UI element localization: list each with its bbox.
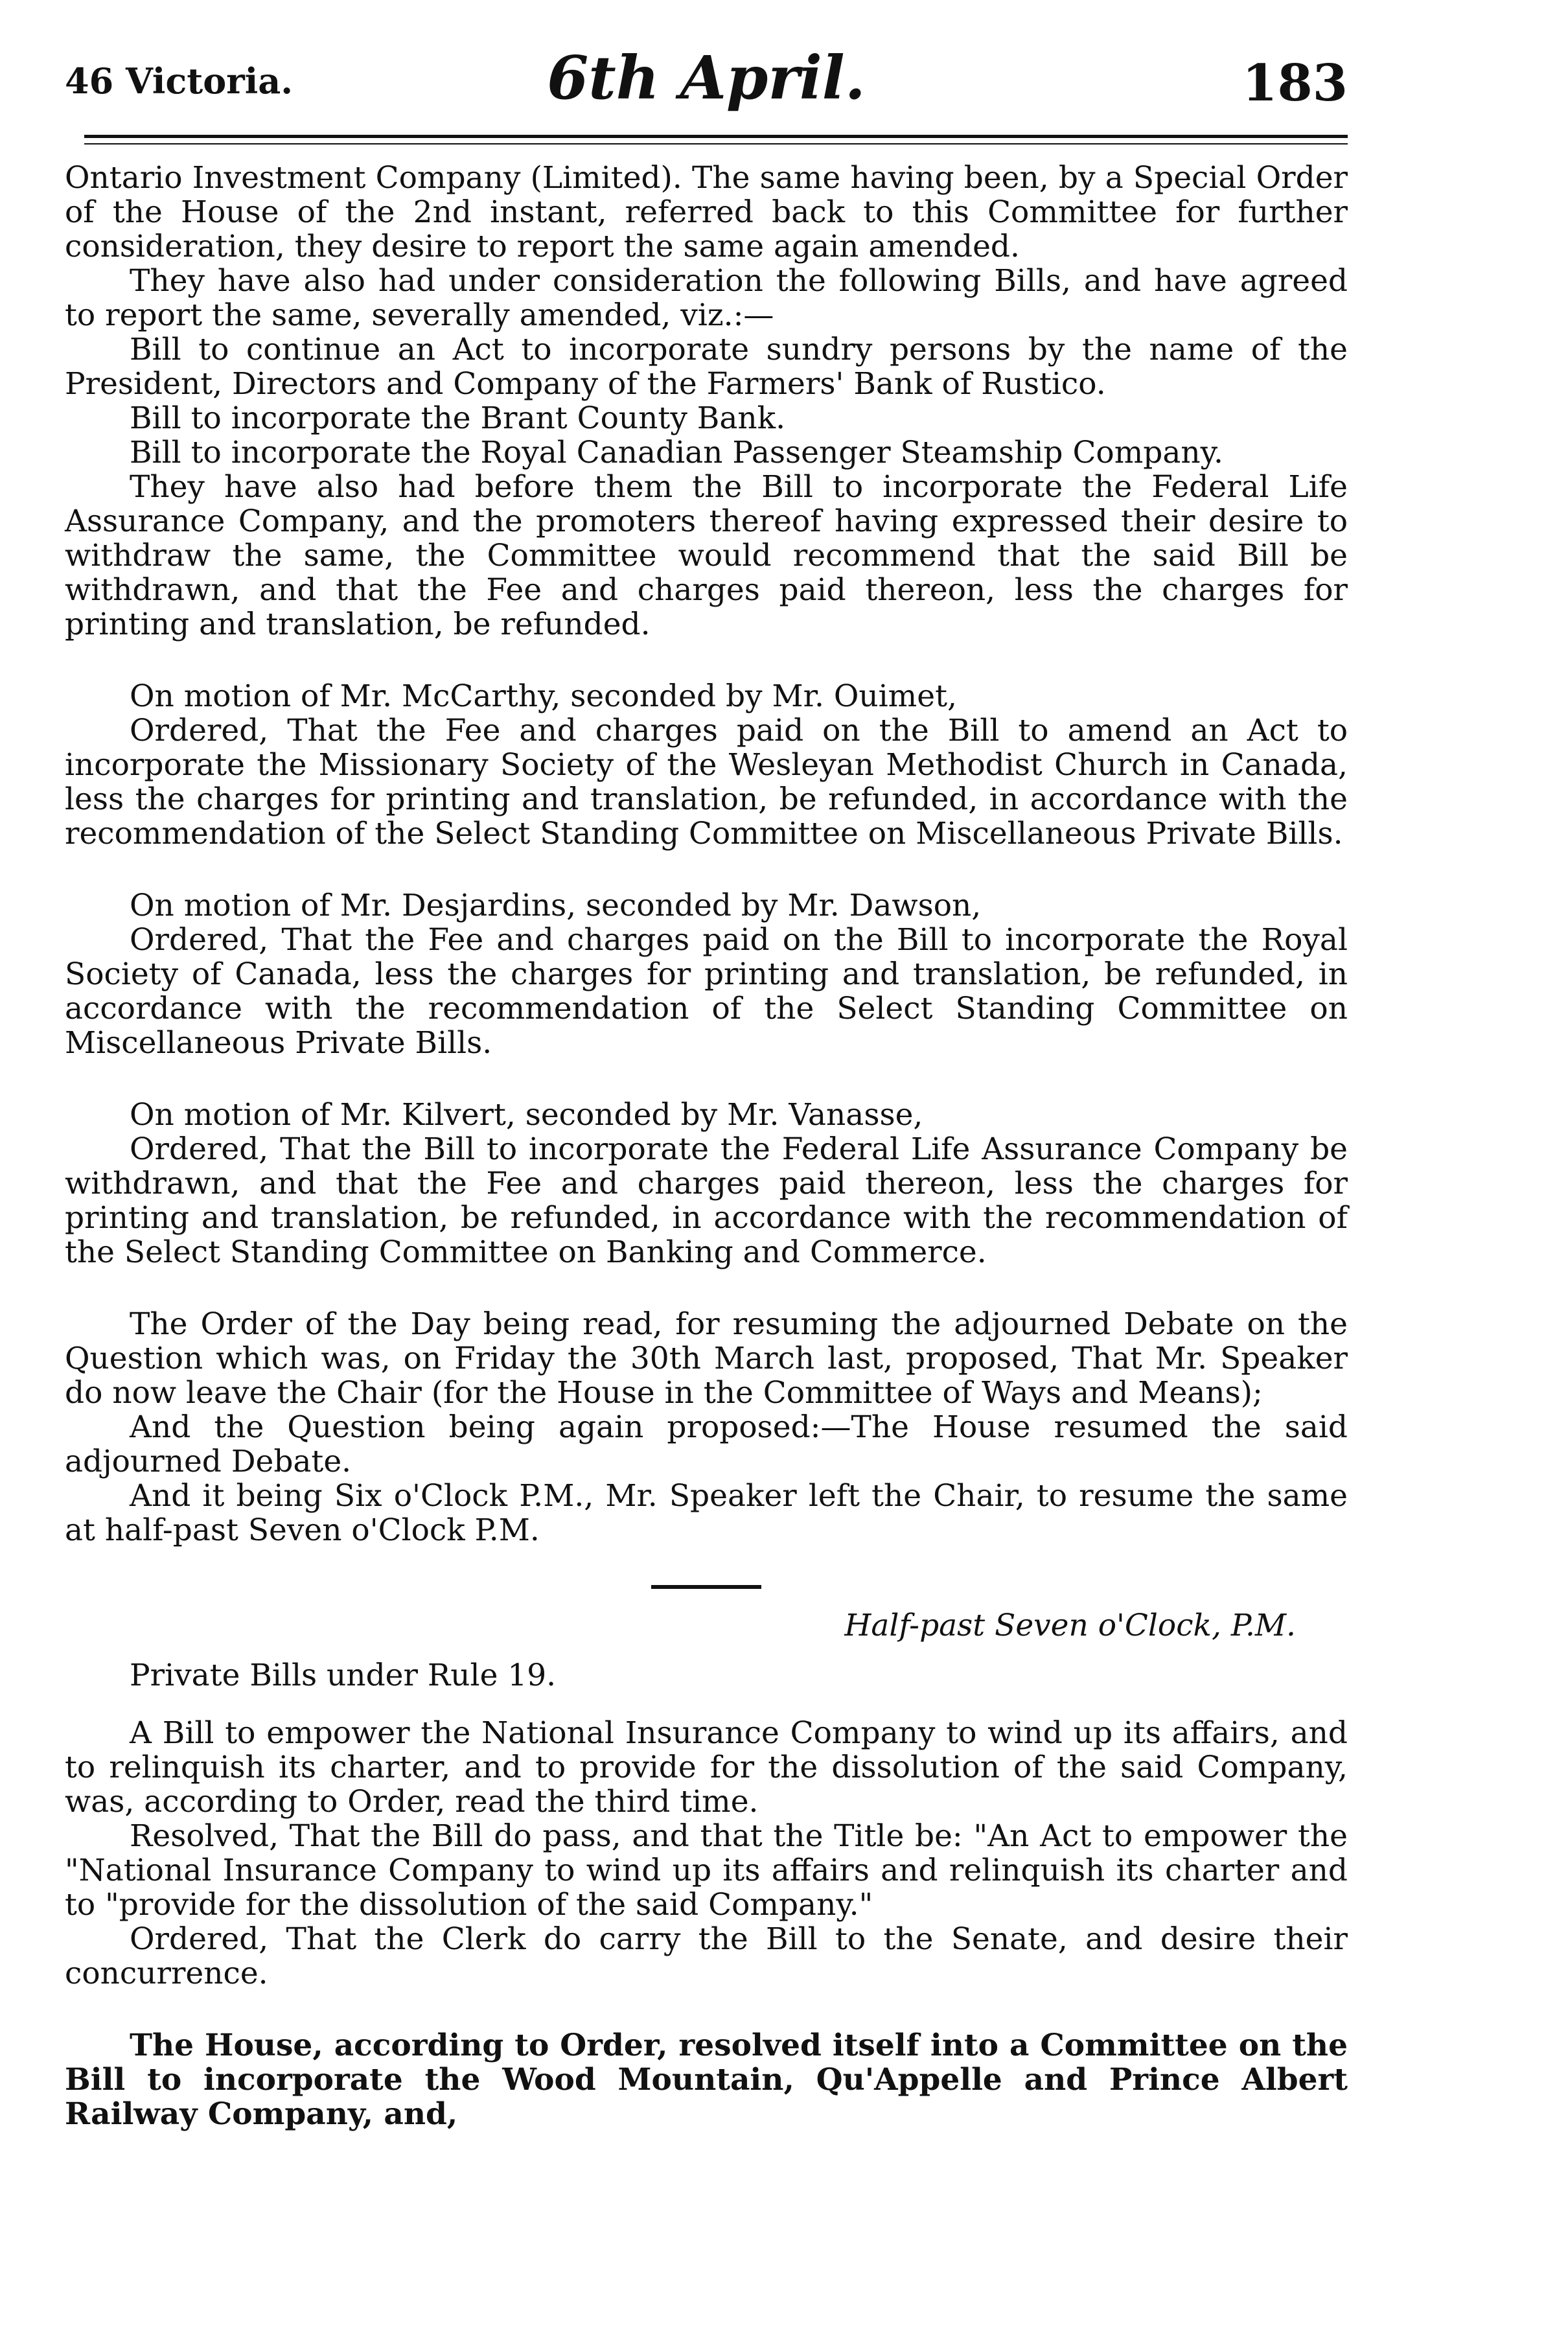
spacer	[65, 851, 1348, 888]
private-bills-heading: Private Bills under Rule 19.	[130, 1658, 557, 1693]
report-bill-brant: Bill to incorporate the Brant County Bank.	[130, 400, 786, 436]
section-divider	[651, 1585, 761, 1589]
report-federal-life: They have also had before them the Bill to incorporate the Federal Life Assurance Company, and the promoters thereof having expressed their desire to withdraw the same, the Committee would recommend that the said Bill be withdrawn, and that the Fee and charges paid thereon, less the charges for printing and translation, be refunded.	[65, 469, 1348, 642]
page-header	[65, 25, 1348, 122]
spacer	[65, 1269, 1348, 1307]
resolved-title: Resolved, That the Bill do pass, and that the Title be: "An Act to empower the "National Insurance Company to wind up its affairs and relinquish its charter and to "provide for the dissolution of the said Company."	[65, 1818, 1348, 1923]
spacer	[65, 1060, 1348, 1098]
ordered-federal-life: Ordered, That the Bill to incorporate the Federal Life Assurance Company be withdrawn, and that the Fee and charges paid thereon, less the charges for printing and translation, be refunded, in accordance with the recommendation of the Select Standing Committee on Banking and Commerce.	[65, 1131, 1348, 1270]
ordered-missionary-society: Ordered, That the Fee and charges paid on the Bill to amend an Act to incorporate the Missionary Society of the Wesleyan Methodist Church in Canada, less the charges for printing and translation, be refunded, in accordance with the recommendation of the Select Standing Committee on Miscellaneous Private Bills.	[65, 713, 1348, 851]
time-heading: Half-past Seven o'Clock, P.M.	[844, 1608, 1296, 1643]
motion-mccarthy: On motion of Mr. McCarthy, seconded by Mr. Ouimet,	[130, 678, 957, 714]
committee-wood-mountain: The House, according to Order, resolved itself into a Committee on the Bill to incorporate the Wood Mountain, Qu'Appelle and Prince Albert Railway Company, and,	[65, 2028, 1348, 2132]
motion-kilvert: On motion of Mr. Kilvert, seconded by Mr. Vanasse,	[130, 1097, 923, 1133]
header-rule-thick	[84, 135, 1348, 138]
motion-desjardins: On motion of Mr. Desjardins, seconded by Mr. Dawson,	[130, 888, 982, 923]
header-date: 6th April.	[547, 43, 866, 113]
page-body	[65, 161, 1348, 2131]
header-session: 46 Victoria.	[65, 60, 294, 102]
report-bill-rustico: Bill to continue an Act to incorporate sundry persons by the name of the President, Directors and Company of the Farmers' Bank of Rustico.	[65, 332, 1348, 402]
spacer	[65, 1991, 1348, 2028]
report-bills-intro: They have also had under consideration the following Bills, and have agreed to report the same, severally amended, viz.:—	[65, 263, 1348, 333]
spacer	[65, 642, 1348, 679]
committee-block	[65, 2028, 1348, 2131]
page-number: 183	[1242, 54, 1348, 113]
order-of-day: The Order of the Day being read, for resuming the adjourned Debate on the Question which was, on Friday the 30th March last, proposed, That Mr. Speaker do now leave the Chair (for the House in the Committee of Ways and Means);	[65, 1306, 1348, 1411]
ordered-senate: Ordered, That the Clerk do carry the Bill to the Senate, and desire their concurrence.	[65, 1921, 1348, 1991]
ordered-royal-society: Ordered, That the Fee and charges paid on the Bill to incorporate the Royal Society of Canada, less the charges for printing and translation, be refunded, in accordance with the recommendation of the Select Standing Committee on Miscellaneous Private Bills.	[65, 922, 1348, 1061]
national-insurance-bill: A Bill to empower the National Insurance Company to wind up its affairs, and to relinquish its charter, and to provide for the dissolution of the said Company, was, according to Order, read the third time.	[65, 1715, 1348, 1820]
header-rule-thin	[84, 143, 1348, 145]
report-continuation: Ontario Investment Company (Limited). The same having been, by a Special Order of the House of the 2nd instant, referred back to this Committee for further consideration, they desire to report the same again amended.	[65, 160, 1348, 264]
question-proposed: And the Question being again proposed:—The House resumed the said adjourned Debate.	[65, 1409, 1348, 1479]
six-oclock: And it being Six o'Clock P.M., Mr. Speaker left the Chair, to resume the same at half-past Seven o'Clock P.M.	[65, 1478, 1348, 1548]
spacer	[65, 1693, 1348, 1716]
report-bill-steamship: Bill to incorporate the Royal Canadian Passenger Steamship Company.	[130, 435, 1223, 470]
